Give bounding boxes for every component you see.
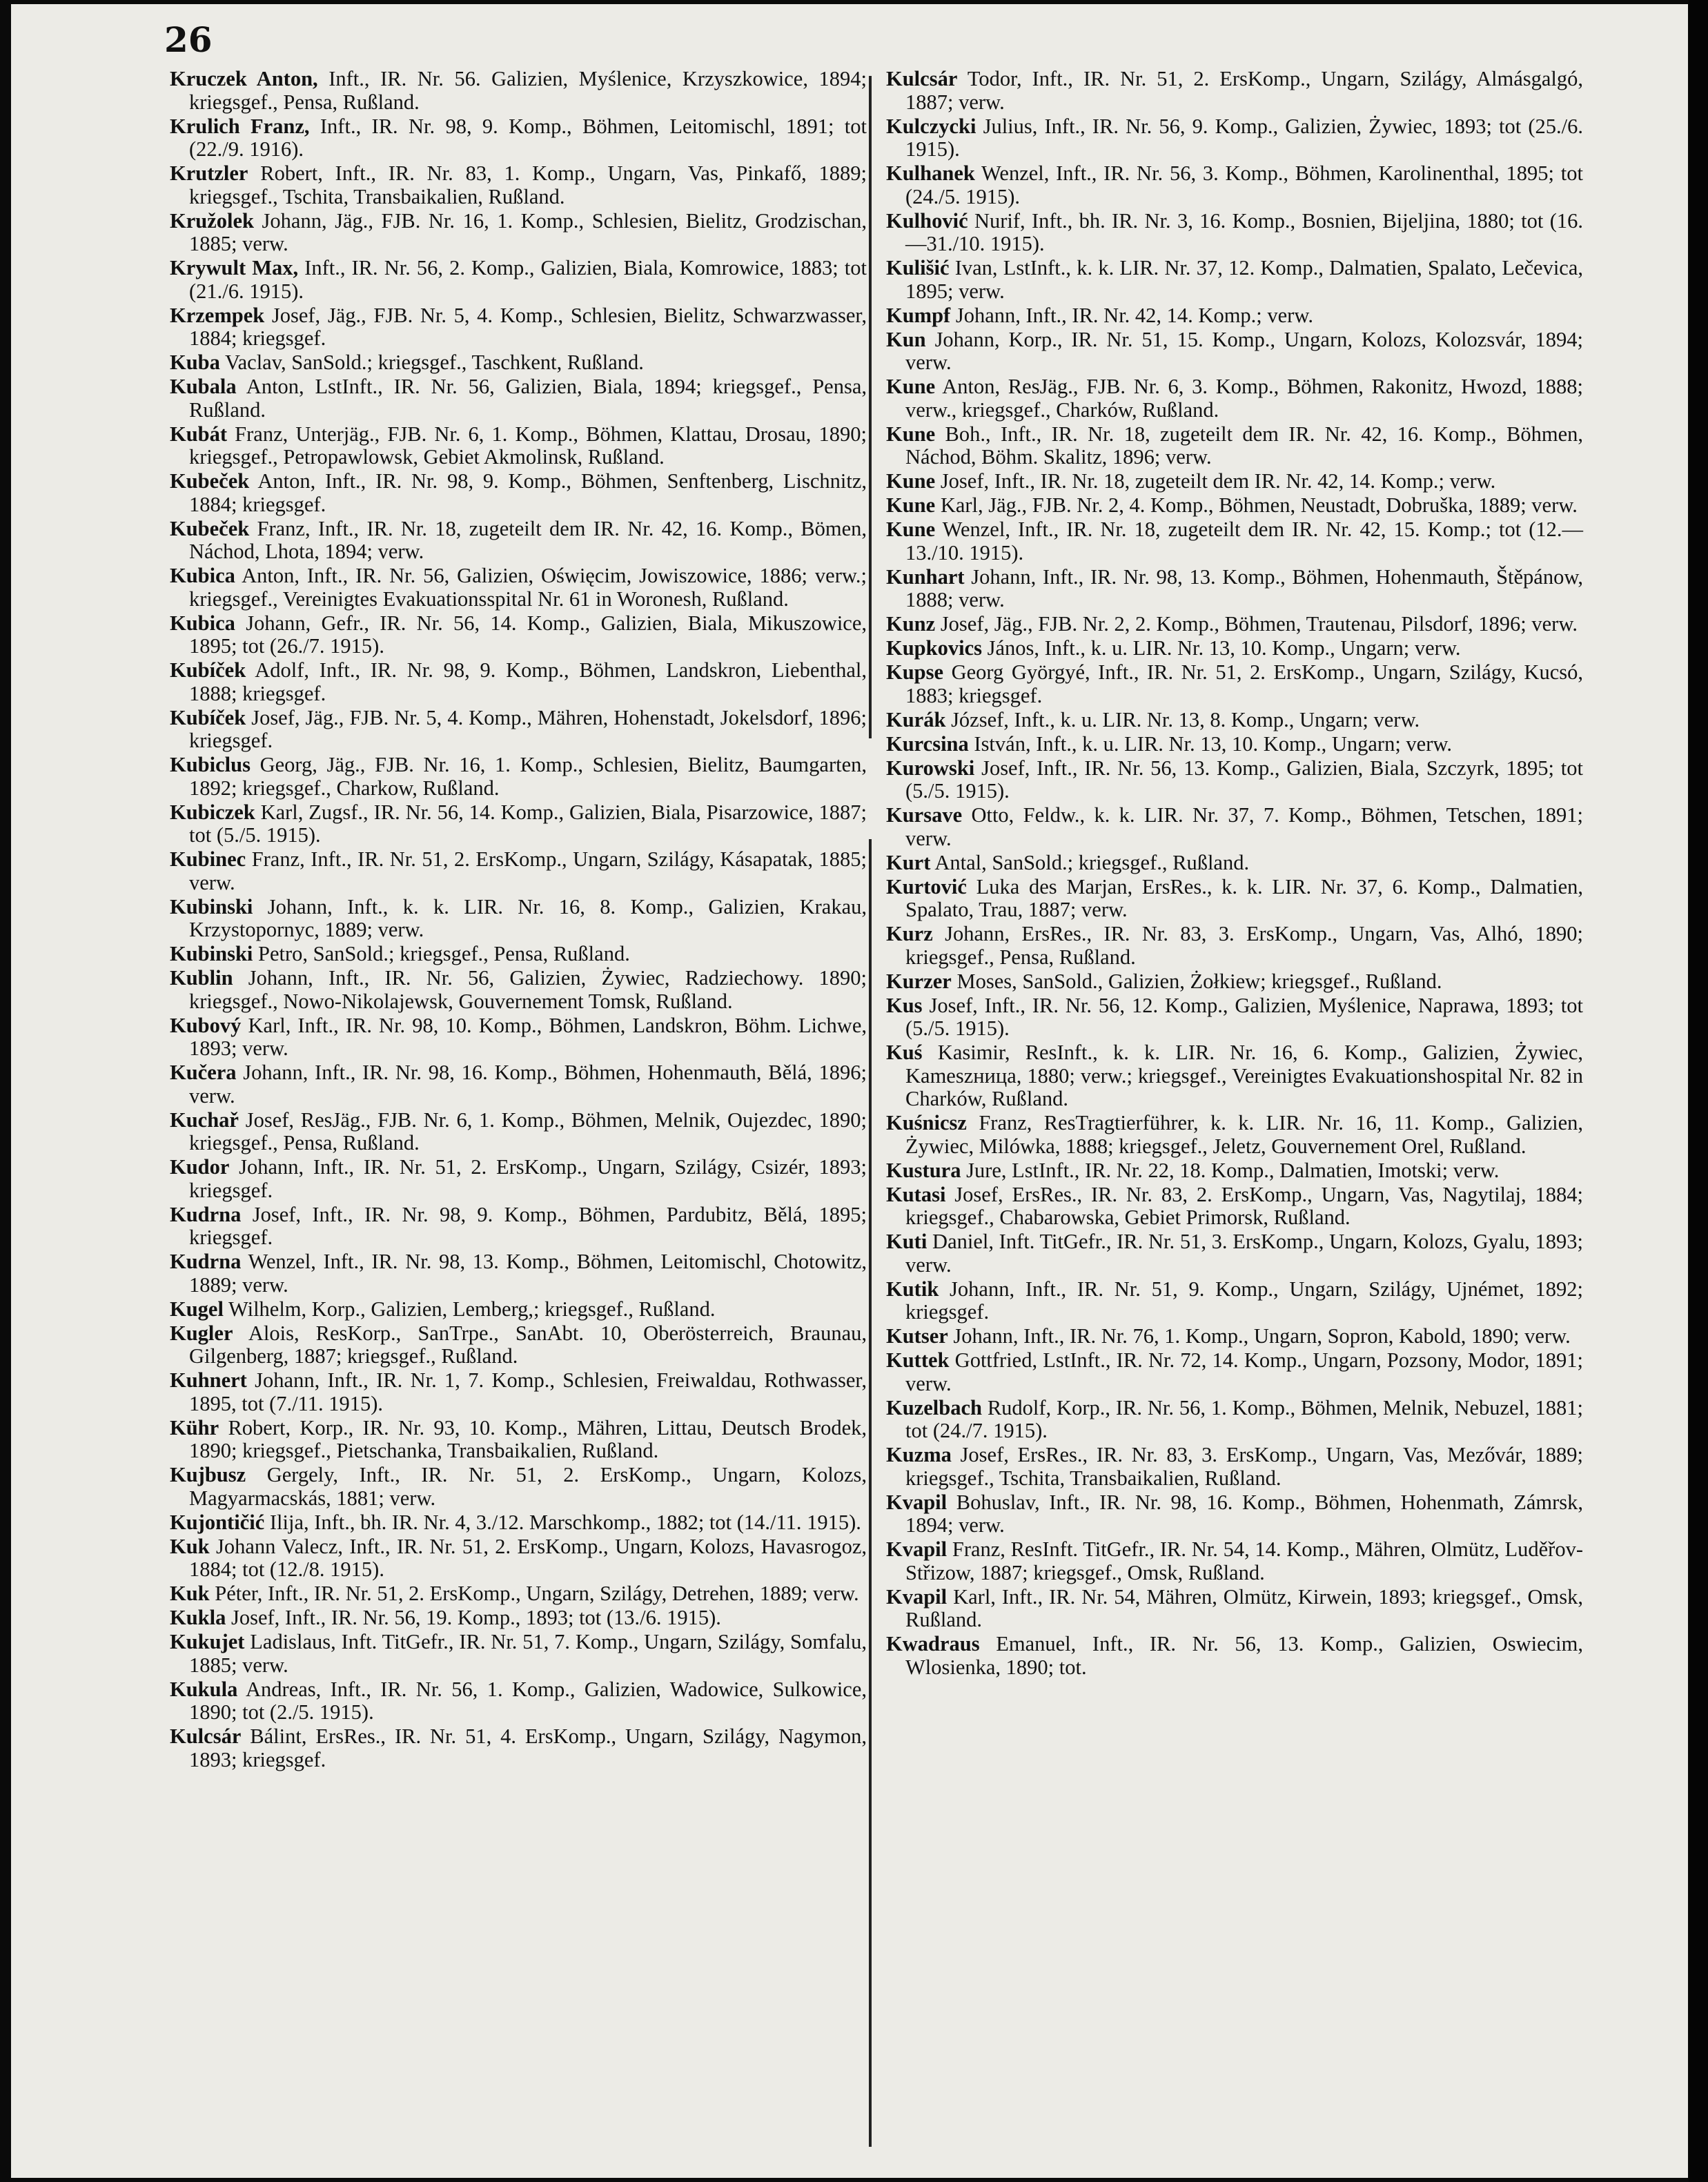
entry-details: Gergely, Inft., IR. Nr. 51, 2. ErsKomp., Ungarn, Kolozs, Magyarmacskás, 1881; verw. <box>189 1463 867 1510</box>
entry-surname: Kudrna <box>170 1202 242 1226</box>
register-entry <box>170 564 867 611</box>
entry-surname: Kružolek <box>170 208 254 233</box>
register-entry <box>170 896 867 942</box>
right-column <box>886 68 1583 1680</box>
entry-surname: Kurzer <box>886 969 952 993</box>
register-entry <box>886 852 1583 875</box>
register-entry <box>886 494 1583 518</box>
register-entry <box>886 1112 1583 1158</box>
entry-details: Anton, LstInft., IR. Nr. 56, Galizien, Biala, 1894; kriegsgef., Pensa, Rußland. <box>189 375 867 422</box>
entry-details: Karl, Inft., IR. Nr. 98, 10. Komp., Böhmen, Landskron, Böhm. Lichwe, 1893; verw. <box>189 1013 867 1060</box>
entry-details: Johann, Jäg., FJB. Nr. 16, 1. Komp., Schlesien, Bielitz, Grodzischan, 1885; verw. <box>189 208 867 255</box>
entry-surname: Kursave <box>886 803 963 827</box>
entry-details: Georg Györgyé, Inft., IR. Nr. 51, 2. ErsKomp., Ungarn, Szilágy, Kucsó, 1883; kriegsgef. <box>905 660 1583 707</box>
entry-surname: Kurtović <box>886 874 967 898</box>
left-column <box>170 68 867 1773</box>
entry-surname: Kunz <box>886 612 936 636</box>
entry-surname: Kupse <box>886 660 944 684</box>
entry-surname: Krzempek <box>170 303 265 327</box>
entry-details: Inft., IR. Nr. 98, 9. Komp., Böhmen, Leitomischl, 1891; tot (22./9. 1916). <box>189 114 867 161</box>
entry-details: Andreas, Inft., IR. Nr. 56, 1. Komp., Galizien, Wadowice, Sulkowice, 1890; tot (2./5. 1915). <box>189 1677 867 1724</box>
entry-details: Vaclav, SanSold.; kriegsgef., Taschkent, Rußland. <box>219 351 644 374</box>
register-entry <box>886 1325 1583 1348</box>
register-entry <box>886 115 1583 161</box>
entry-details: Josef, Inft., IR. Nr. 98, 9. Komp., Böhmen, Pardubitz, Bělá, 1895; kriegsgef. <box>189 1202 867 1249</box>
scan-edge <box>1689 0 1708 2182</box>
entry-surname: Kune <box>886 375 936 398</box>
entry-surname: Krulich Franz, <box>170 114 310 138</box>
entry-surname: Kurcsina <box>886 731 969 756</box>
entry-surname: Krywult Max, <box>170 256 299 279</box>
register-entry <box>886 1491 1583 1537</box>
register-entry <box>170 304 867 351</box>
register-entry <box>170 210 867 256</box>
register-entry <box>886 637 1583 660</box>
register-entry <box>886 423 1583 469</box>
entry-details: Petro, SanSold.; kriegsgef., Pensa, Rußland. <box>253 942 630 965</box>
entry-details: József, Inft., k. u. LIR. Nr. 13, 8. Komp., Ungarn; verw. <box>945 707 1420 731</box>
entry-surname: Kulcsár <box>170 1724 242 1748</box>
register-entry <box>170 967 867 1013</box>
entry-surname: Kune <box>886 469 936 493</box>
column-divider-upper <box>869 76 872 738</box>
entry-surname: Kubíček <box>170 705 246 729</box>
register-entry <box>886 613 1583 636</box>
entry-surname: Kubinski <box>170 894 253 918</box>
entry-details: Bálint, ErsRes., IR. Nr. 51, 4. ErsKomp., Ungarn, Szilágy, Nagymon, 1893; kriegsgef. <box>189 1724 867 1771</box>
entry-surname: Kühr <box>170 1415 219 1439</box>
register-entry <box>170 1369 867 1415</box>
register-entry <box>170 612 867 658</box>
entry-details: Anton, ResJäg., FJB. Nr. 6, 3. Komp., Böhmen, Rakonitz, Hwozd, 1888; verw., kriegsgef., Charków, Rußland. <box>905 375 1583 422</box>
entry-surname: Kvapil <box>886 1537 948 1561</box>
entry-details: Johann, Inft., k. k. LIR. Nr. 16, 8. Komp., Galizien, Krakau, Krzystopornyc, 1889; verw. <box>189 894 867 941</box>
register-entry <box>886 1349 1583 1395</box>
register-entry <box>170 1511 867 1535</box>
register-entry <box>170 1109 867 1155</box>
entry-details: Johann, Gefr., IR. Nr. 56, 14. Komp., Galizien, Biala, Mikuszowice, 1895; tot (26./7. 1915). <box>189 611 867 658</box>
entry-details: Josef, ErsRes., IR. Nr. 83, 3. ErsKomp., Ungarn, Vas, Mezővár, 1889; kriegsgef., Tschita, Transbaikalien, Rußland. <box>905 1443 1583 1490</box>
entry-details: Otto, Feldw., k. k. LIR. Nr. 37, 7. Komp., Böhmen, Tetschen, 1891; verw. <box>905 803 1583 850</box>
entry-surname: Kvapil <box>886 1490 948 1514</box>
entry-surname: Kudor <box>170 1155 230 1179</box>
entry-surname: Kukla <box>170 1606 226 1629</box>
entry-details: Josef, ErsRes., IR. Nr. 83, 2. ErsKomp., Ungarn, Vas, Nagytilaj, 1884; kriegsgef., Chabarowska, Gebiet Primorsk, Rußland. <box>905 1182 1583 1229</box>
entry-surname: Kubeček <box>170 469 250 493</box>
entry-surname: Kučera <box>170 1061 237 1084</box>
entry-surname: Kuk <box>170 1534 210 1558</box>
entry-details: Johann, Inft., IR. Nr. 98, 13. Komp., Böhmen, Hohenmauth, Štěpánow, 1888; verw. <box>905 564 1583 611</box>
register-entry <box>886 1633 1583 1679</box>
entry-details: Wenzel, Inft., IR. Nr. 56, 3. Komp., Böhmen, Karolinenthal, 1895; tot (24./5. 1915). <box>905 161 1583 208</box>
entry-surname: Kurt <box>886 850 931 874</box>
entry-details: Gottfried, LstInft., IR. Nr. 72, 14. Komp., Ungarn, Pozsony, Modor, 1891; verw. <box>905 1348 1583 1395</box>
register-entry <box>886 1538 1583 1584</box>
entry-details: Ilija, Inft., bh. IR. Nr. 4, 3./12. Marschkomp., 1882; tot (14./11. 1915). <box>264 1510 861 1534</box>
register-entry <box>170 1606 867 1630</box>
entry-surname: Kubica <box>170 564 235 587</box>
register-entry <box>886 804 1583 850</box>
entry-surname: Kuttek <box>886 1348 950 1372</box>
entry-surname: Kubíček <box>170 658 246 682</box>
register-entry <box>170 1250 867 1297</box>
register-entry <box>170 470 867 516</box>
entry-surname: Kwadraus <box>886 1632 980 1655</box>
register-entry <box>886 375 1583 422</box>
register-entry <box>886 709 1583 732</box>
entry-details: Bohuslav, Inft., IR. Nr. 98, 16. Komp., Böhmen, Hohenmath, Zámrsk, 1894; verw. <box>905 1490 1583 1537</box>
entry-surname: Kulhanek <box>886 161 975 185</box>
register-entry <box>886 1230 1583 1277</box>
entry-surname: Kune <box>886 493 936 517</box>
entry-details: Franz, ResTragtierführer, k. k. LIR. Nr. 16, 11. Komp., Galizien, Żywiec, Milówka, 1888; kriegsgef., Jeletz, Gouvernement Orel, Rußland. <box>905 1111 1583 1158</box>
register-entry <box>886 733 1583 756</box>
register-entry <box>886 876 1583 922</box>
entry-details: Johann, Inft., IR. Nr. 1, 7. Komp., Schlesien, Freiwaldau, Rothwasser, 1895, tot (7./11. 1915). <box>189 1368 867 1415</box>
column-divider-lower <box>869 839 872 2147</box>
register-entry <box>170 351 867 375</box>
entry-surname: Kukula <box>170 1677 238 1701</box>
entry-details: Johann, ErsRes., IR. Nr. 83, 3. ErsKomp., Ungarn, Vas, Alhó, 1890; kriegsgef., Pensa, Rußland. <box>905 922 1583 969</box>
entry-surname: Kulhović <box>886 208 968 233</box>
entry-details: Johann, Inft., IR. Nr. 98, 16. Komp., Böhmen, Hohenmauth, Bělá, 1896; verw. <box>189 1061 867 1108</box>
entry-details: Karl, Zugsf., IR. Nr. 56, 14. Komp., Galizien, Biala, Pisarzowice, 1887; tot (5./5. 1915). <box>189 800 867 847</box>
entry-surname: Kublin <box>170 966 233 990</box>
register-entry <box>886 518 1583 564</box>
entry-details: Johann, Korp., IR. Nr. 51, 15. Komp., Ungarn, Kolozs, Kolozsvár, 1894; verw. <box>905 327 1583 374</box>
register-entry <box>886 1183 1583 1230</box>
entry-details: Robert, Korp., IR. Nr. 93, 10. Komp., Mähren, Littau, Deutsch Brodek, 1890; kriegsgef., Pietschanka, Transbaikalien, Rußland. <box>189 1415 867 1462</box>
register-entry <box>886 1444 1583 1490</box>
entry-surname: Kubiczek <box>170 800 255 824</box>
entry-surname: Kruczek Anton, <box>170 67 318 90</box>
register-entry <box>170 659 867 705</box>
entry-details: Josef, Inft., IR. Nr. 56, 19. Komp., 1893; tot (13./6. 1915). <box>226 1606 721 1629</box>
entry-details: Antal, SanSold.; kriegsgef., Rußland. <box>930 850 1250 874</box>
entry-details: Inft., IR. Nr. 56, 2. Komp., Galizien, Biala, Komrowice, 1883; tot (21./6. 1915). <box>189 256 867 303</box>
entry-surname: Kun <box>886 327 926 351</box>
entry-surname: Kubica <box>170 611 235 635</box>
entry-surname: Kuzelbach <box>886 1395 982 1419</box>
register-entry <box>170 1535 867 1582</box>
register-entry <box>886 257 1583 303</box>
entry-details: Ivan, LstInft., k. k. LIR. Nr. 37, 12. Komp., Dalmatien, Spalato, Lečevica, 1895; verw. <box>905 256 1583 303</box>
entry-details: Wenzel, Inft., IR. Nr. 18, zugeteilt dem IR. Nr. 42, 15. Komp.; tot (12.—13./10. 1915). <box>905 518 1583 564</box>
entry-details: Karl, Inft., IR. Nr. 54, Mähren, Olmütz, Kirwein, 1893; kriegsgef., Omsk, Rußland. <box>905 1584 1583 1631</box>
register-entry <box>886 1397 1583 1443</box>
entry-details: Wilhelm, Korp., Galizien, Lemberg,; kriegsgef., Rußland. <box>223 1297 716 1321</box>
entry-details: Karl, Jäg., FJB. Nr. 2, 4. Komp., Böhmen, Neustadt, Dobruška, 1889; verw. <box>935 493 1578 517</box>
entry-details: Wenzel, Inft., IR. Nr. 98, 13. Komp., Böhmen, Leitomischl, Chotowitz, 1889; verw. <box>189 1250 867 1297</box>
entry-details: Anton, Inft., IR. Nr. 56, Galizien, Oświęcim, Jowiszowice, 1886; verw.; kriegsgef., Vereinigtes Evakuationsspital Nr. 61 in Woronesh, Rußland. <box>189 564 867 611</box>
entry-surname: Kus <box>886 993 923 1017</box>
entry-surname: Kunhart <box>886 564 965 589</box>
entry-surname: Krutzler <box>170 161 248 185</box>
entry-surname: Kubinski <box>170 942 253 965</box>
register-entry <box>170 1298 867 1321</box>
register-entry <box>886 68 1583 114</box>
register-entry <box>886 1159 1583 1183</box>
entry-details: Johann Valecz, Inft., IR. Nr. 51, 2. ErsKomp., Ungarn, Kolozs, Havasrogoz, 1884; tot (12./8. 1915). <box>189 1534 867 1581</box>
entry-surname: Kuhnert <box>170 1368 247 1392</box>
entry-surname: Kutser <box>886 1324 948 1348</box>
entry-surname: Kune <box>886 422 936 446</box>
entry-details: Kasimir, ResInft., k. k. LIR. Nr. 16, 6. Komp., Galizien, Żywiec, Kameszница, 1880; verw.; kriegsgef., Vereinigtes Evakuationshospital Nr. 82 in Charków, Rußland. <box>905 1041 1583 1110</box>
entry-surname: Kurák <box>886 707 946 731</box>
register-entry <box>886 970 1583 994</box>
register-entry <box>886 328 1583 375</box>
register-entry <box>170 518 867 564</box>
register-entry <box>886 210 1583 256</box>
entry-details: Boh., Inft., IR. Nr. 18, zugeteilt dem IR. Nr. 42, 16. Komp., Böhmen, Náchod, Böhm. Skalitz, 1896; verw. <box>905 422 1583 469</box>
entry-surname: Kugel <box>170 1297 224 1321</box>
entry-details: Johann, Inft., IR. Nr. 51, 2. ErsKomp., Ungarn, Szilágy, Csizér, 1893; kriegsgef. <box>189 1155 867 1202</box>
entry-surname: Kujontičić <box>170 1510 265 1534</box>
entry-surname: Kulczycki <box>886 114 976 138</box>
register-entry <box>170 943 867 966</box>
register-entry <box>170 848 867 894</box>
entry-details: Nurif, Inft., bh. IR. Nr. 3, 16. Komp., Bosnien, Bijeljina, 1880; tot (16.—31./10. 1915). <box>905 208 1583 255</box>
entry-details: Robert, Inft., IR. Nr. 83, 1. Komp., Ungarn, Vas, Pinkafő, 1889; kriegsgef., Tschita, Transbaikalien, Rußland. <box>189 161 867 208</box>
entry-details: István, Inft., k. u. LIR. Nr. 13, 10. Komp., Ungarn; verw. <box>968 731 1453 756</box>
register-entry <box>170 375 867 422</box>
entry-surname: Kukujet <box>170 1630 245 1653</box>
entry-details: János, Inft., k. u. LIR. Nr. 13, 10. Komp., Ungarn; verw. <box>982 636 1461 660</box>
entry-surname: Kuba <box>170 351 220 374</box>
entry-details: Johann, Inft., IR. Nr. 56, Galizien, Żywiec, Radziechowy. 1890; kriegsgef., Nowo-Nikolajewsk, Gouvernement Tomsk, Rußland. <box>189 966 867 1013</box>
entry-surname: Kubinec <box>170 847 246 871</box>
entry-surname: Kudrna <box>170 1250 242 1273</box>
register-entry <box>886 162 1583 208</box>
entry-surname: Kuk <box>170 1582 210 1605</box>
entry-details: Alois, ResKorp., SanTrpe., SanAbt. 10, Oberösterreich, Braunau, Gilgenberg, 1887; kriegsgef., Rußland. <box>189 1321 867 1368</box>
entry-surname: Kubala <box>170 375 237 398</box>
scanned-page <box>11 4 1688 2178</box>
entry-surname: Kumpf <box>886 303 951 327</box>
entry-details: Inft., IR. Nr. 56. Galizien, Myślenice, Krzyszkowice, 1894; kriegsgef., Pensa, Rußland. <box>189 67 867 114</box>
register-entry <box>886 1041 1583 1111</box>
entry-surname: Kuśnicsz <box>886 1111 967 1134</box>
register-entry <box>170 162 867 208</box>
entry-details: Moses, SanSold., Galizien, Żołkiew; kriegsgef., Rußland. <box>951 969 1442 993</box>
entry-surname: Kulišić <box>886 256 950 279</box>
entry-details: Anton, Inft., IR. Nr. 98, 9. Komp., Böhmen, Senftenberg, Lischnitz, 1884; kriegsgef. <box>189 469 867 516</box>
register-entry <box>170 1061 867 1108</box>
entry-details: Adolf, Inft., IR. Nr. 98, 9. Komp., Böhmen, Landskron, Liebenthal, 1888; kriegsgef. <box>189 658 867 705</box>
entry-details: Josef, ResJäg., FJB. Nr. 6, 1. Komp., Böhmen, Melnik, Oujezdec, 1890; kriegsgef., Pensa, Rußland. <box>189 1108 867 1154</box>
entry-details: Johann, Inft., IR. Nr. 76, 1. Komp., Ungarn, Sopron, Kabold, 1890; verw. <box>948 1324 1571 1348</box>
entry-surname: Kulcsár <box>886 67 958 90</box>
register-entry <box>170 801 867 847</box>
entry-surname: Kustura <box>886 1158 961 1182</box>
entry-surname: Kune <box>886 518 936 541</box>
register-entry <box>170 1417 867 1463</box>
register-entry <box>886 470 1583 493</box>
register-entry <box>170 1014 867 1061</box>
register-entry <box>886 1586 1583 1632</box>
entry-surname: Kurowski <box>886 756 975 780</box>
register-entry <box>170 1631 867 1677</box>
entry-details: Todor, Inft., IR. Nr. 51, 2. ErsKomp., Ungarn, Szilágy, Almásgalgó, 1887; verw. <box>905 67 1583 114</box>
entry-surname: Kugler <box>170 1321 233 1345</box>
register-entry <box>170 257 867 303</box>
register-entry <box>170 68 867 114</box>
entry-details: Franz, Inft., IR. Nr. 51, 2. ErsKomp., Ungarn, Szilágy, Kásapatak, 1885; verw. <box>189 847 867 894</box>
entry-details: Georg, Jäg., FJB. Nr. 16, 1. Komp., Schlesien, Bielitz, Baumgarten, 1892; kriegsgef., Charkow, Rußland. <box>189 753 867 800</box>
entry-details: Julius, Inft., IR. Nr. 56, 9. Komp., Galizien, Żywiec, 1893; tot (25./6. 1915). <box>905 114 1583 161</box>
register-entry <box>170 1464 867 1510</box>
entry-surname: Kuti <box>886 1230 927 1253</box>
entry-details: Jure, LstInft., IR. Nr. 22, 18. Komp., Dalmatien, Imotski; verw. <box>961 1158 1500 1182</box>
entry-surname: Kubát <box>170 422 228 446</box>
register-entry <box>170 1678 867 1724</box>
register-entry <box>170 1156 867 1202</box>
entry-surname: Kuzma <box>886 1443 952 1466</box>
register-entry <box>886 757 1583 803</box>
entry-details: Johann, Inft., IR. Nr. 51, 9. Komp., Ungarn, Szilágy, Ujnémet, 1892; kriegsgef. <box>905 1277 1583 1324</box>
entry-details: Josef, Inft., IR. Nr. 56, 12. Komp., Galizien, Myślenice, Naprawa, 1893; tot (5./5. 1915). <box>905 993 1583 1040</box>
entry-surname: Kubový <box>170 1013 242 1037</box>
register-entry <box>170 1582 867 1606</box>
page-number: 26 <box>164 19 213 60</box>
entry-details: Ladislaus, Inft. TitGefr., IR. Nr. 51, 7. Komp., Ungarn, Szilágy, Somfalu, 1885; verw. <box>189 1630 867 1677</box>
register-entry <box>886 661 1583 707</box>
entry-details: Péter, Inft., IR. Nr. 51, 2. ErsKomp., Ungarn, Szilágy, Detrehen, 1889; verw. <box>209 1582 859 1605</box>
entry-details: Josef, Jäg., FJB. Nr. 2, 2. Komp., Böhmen, Trautenau, Pilsdorf, 1896; verw. <box>935 612 1578 636</box>
entry-details: Franz, Inft., IR. Nr. 18, zugeteilt dem IR. Nr. 42, 16. Komp., Bömen, Náchod, Lhota, 1894; verw. <box>189 516 867 563</box>
entry-details: Franz, ResInft. TitGefr., IR. Nr. 54, 14. Komp., Mähren, Olmütz, Luděřov-Střizow, 1887; kriegsgef., Omsk, Rußland. <box>905 1537 1583 1584</box>
entry-details: Josef, Inft., IR. Nr. 56, 13. Komp., Galizien, Biala, Szczyrk, 1895; tot (5./5. 1915). <box>905 756 1583 803</box>
entry-details: Luka des Marjan, ErsRes., k. k. LIR. Nr. 37, 6. Komp., Dalmatien, Spalato, Trau, 1887; verw. <box>905 874 1583 921</box>
entry-surname: Kuś <box>886 1041 923 1064</box>
entry-surname: Kupkovics <box>886 636 982 660</box>
entry-surname: Kutasi <box>886 1182 946 1206</box>
entry-details: Johann, Inft., IR. Nr. 42, 14. Komp.; verw. <box>950 303 1314 327</box>
register-entry <box>886 994 1583 1041</box>
register-entry <box>170 1203 867 1250</box>
register-entry <box>170 1725 867 1771</box>
entry-details: Emanuel, Inft., IR. Nr. 56, 13. Komp., Galizien, Oswiecim, Wlosienka, 1890; tot. <box>905 1632 1583 1679</box>
entry-surname: Kvapil <box>886 1584 948 1609</box>
entry-details: Daniel, Inft. TitGefr., IR. Nr. 51, 3. ErsKomp., Ungarn, Kolozs, Gyalu, 1893; verw. <box>905 1230 1583 1277</box>
register-entry <box>170 754 867 800</box>
entry-details: Rudolf, Korp., IR. Nr. 56, 1. Komp., Böhmen, Melnik, Nebuzel, 1881; tot (24./7. 1915). <box>905 1395 1583 1442</box>
register-entry <box>170 423 867 469</box>
register-entry <box>886 923 1583 969</box>
entry-surname: Kujbusz <box>170 1463 246 1486</box>
entry-details: Franz, Unterjäg., FJB. Nr. 6, 1. Komp., Böhmen, Klattau, Drosau, 1890; kriegsgef., Petropawlowsk, Gebiet Akmolinsk, Rußland. <box>189 422 867 469</box>
entry-surname: Kurz <box>886 922 933 945</box>
entry-details: Josef, Jäg., FJB. Nr. 5, 4. Komp., Mähren, Hohenstadt, Jokelsdorf, 1896; kriegsgef. <box>189 705 867 752</box>
entry-surname: Kuchař <box>170 1108 239 1132</box>
register-entry <box>170 115 867 161</box>
entry-surname: Kutik <box>886 1277 939 1301</box>
register-entry <box>170 1322 867 1368</box>
register-entry <box>886 566 1583 612</box>
register-entry <box>170 707 867 753</box>
entry-surname: Kubeček <box>170 516 250 540</box>
entry-details: Josef, Inft., IR. Nr. 18, zugeteilt dem IR. Nr. 42, 14. Komp.; verw. <box>935 469 1496 493</box>
entry-details: Josef, Jäg., FJB. Nr. 5, 4. Komp., Schlesien, Bielitz, Schwarzwasser, 1884; kriegsgef. <box>189 303 867 350</box>
register-entry <box>886 1278 1583 1324</box>
register-entry <box>886 304 1583 328</box>
entry-surname: Kubiclus <box>170 753 251 776</box>
